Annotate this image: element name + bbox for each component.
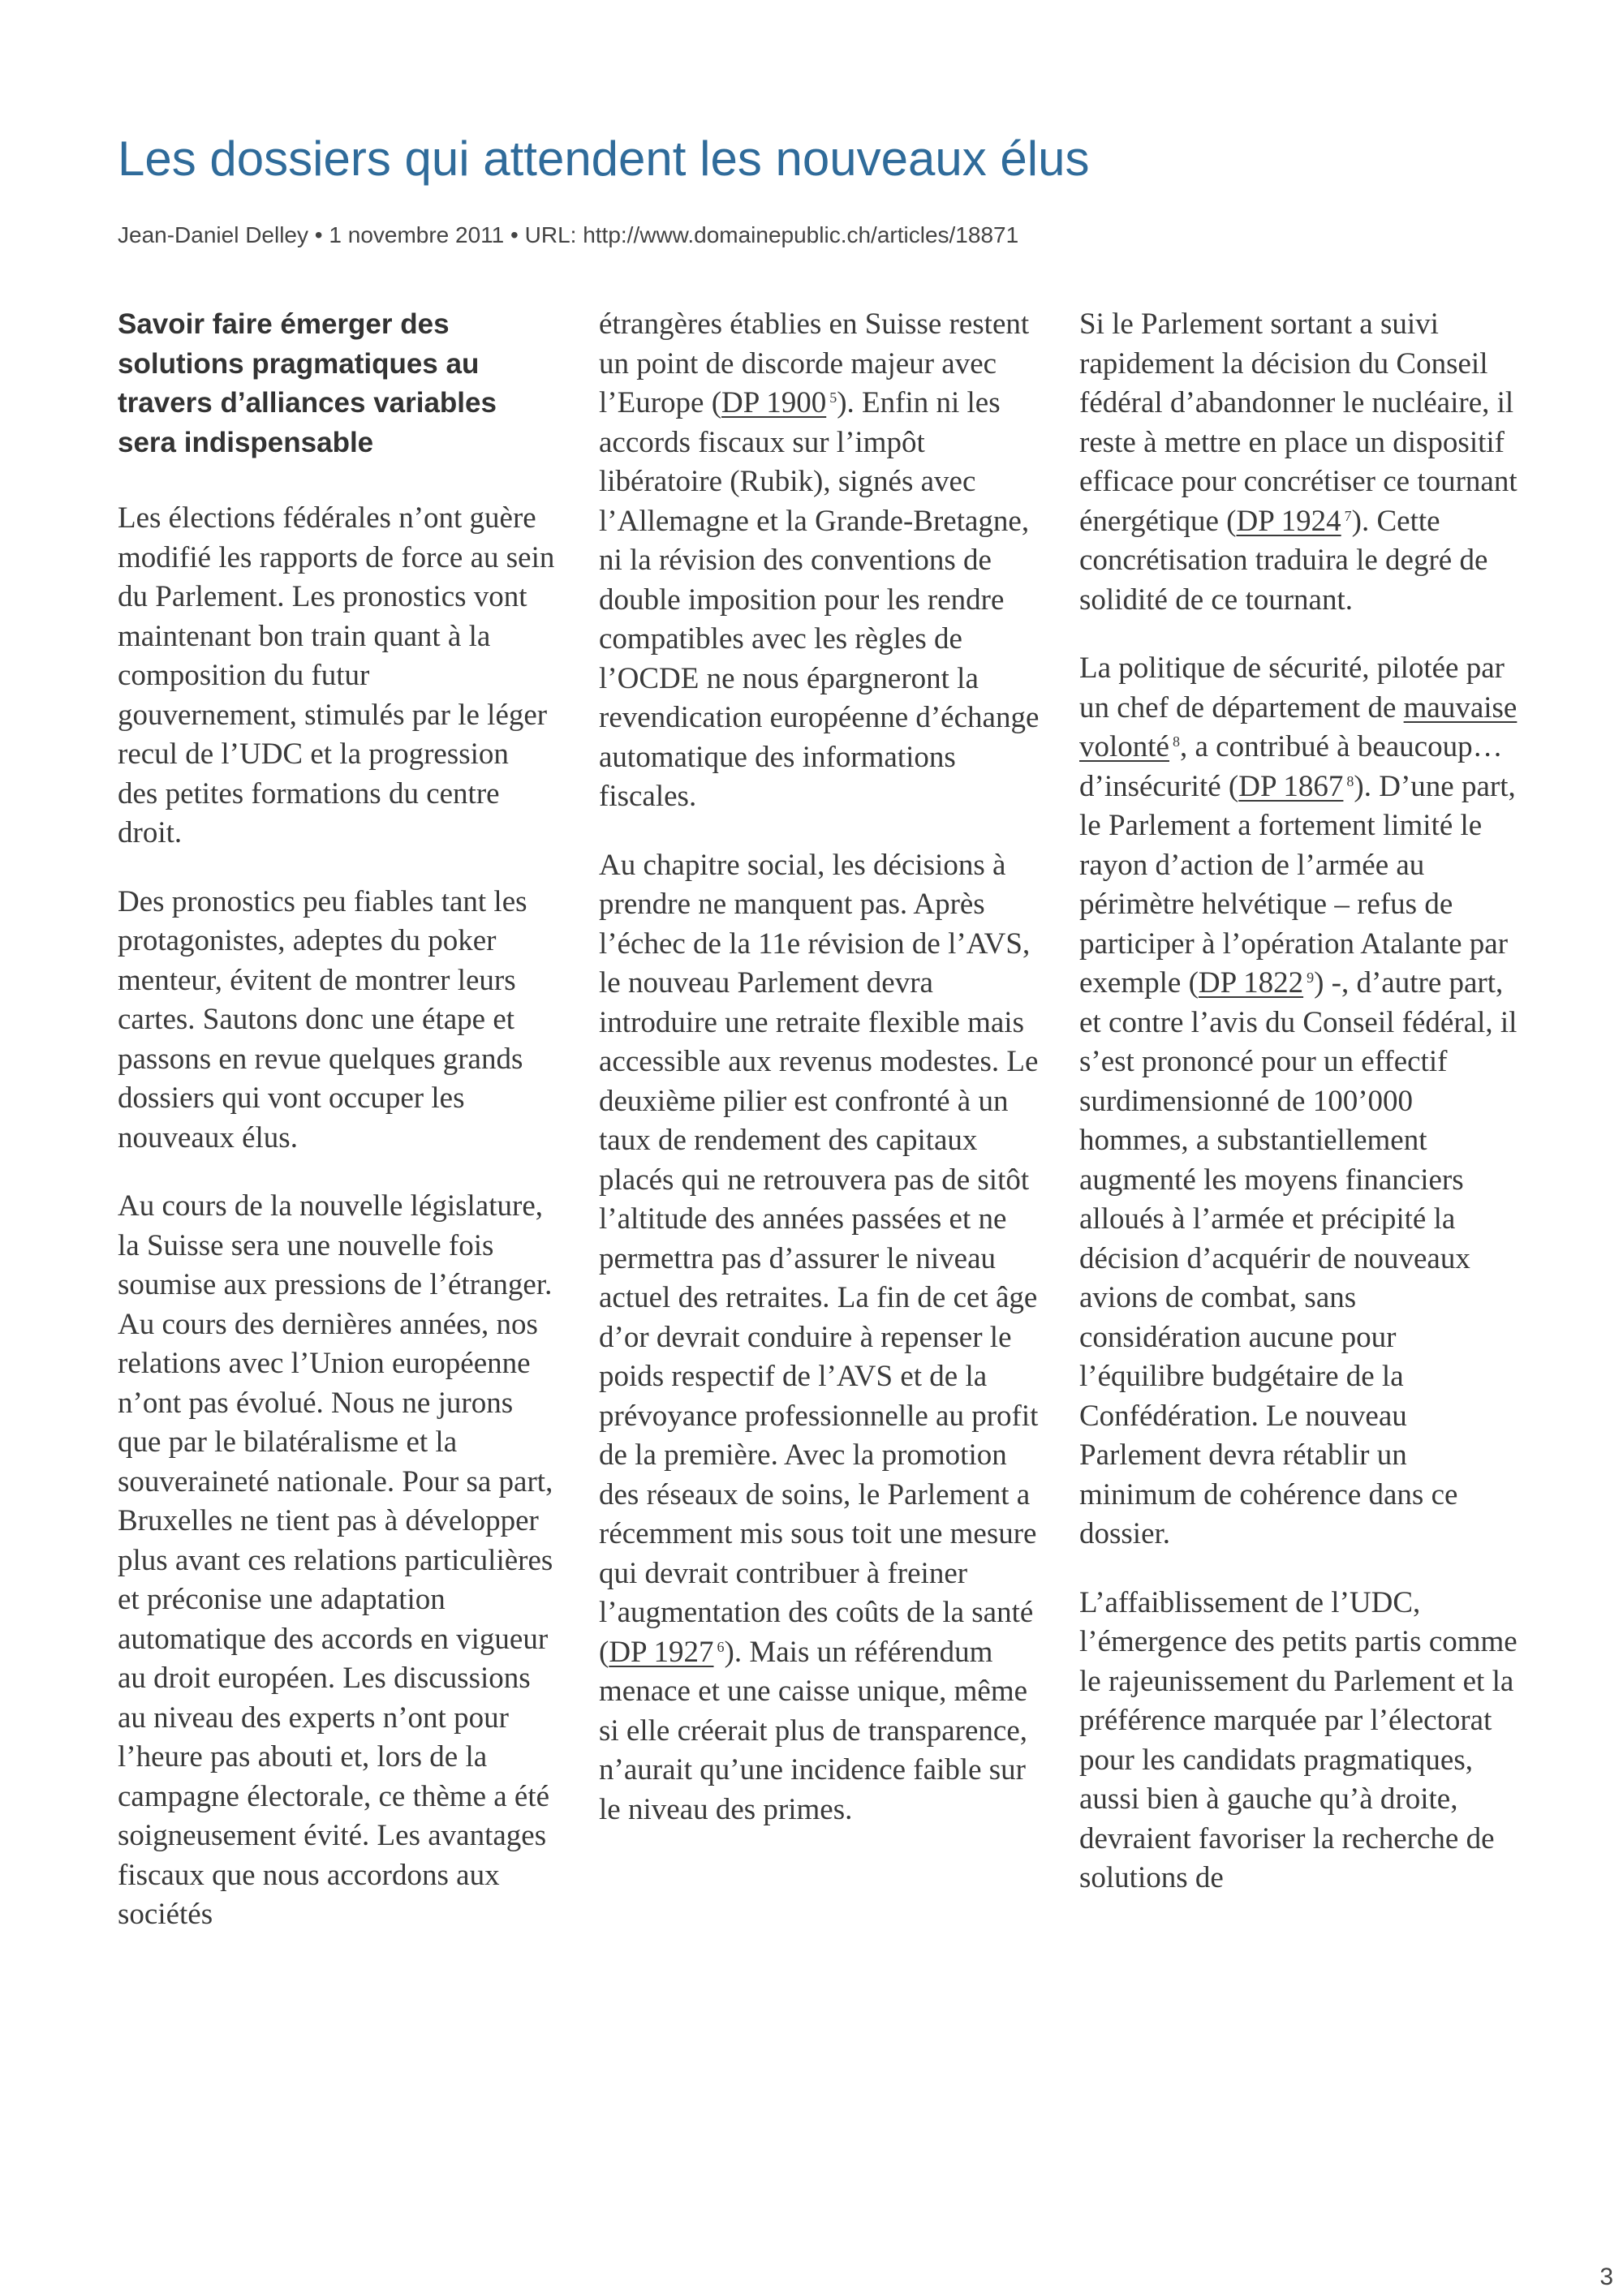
article-url: URL: http://www.domainepublic.ch/articles/18871: [524, 222, 1019, 247]
link-dp-1900[interactable]: DP 1900 $^5$: [721, 386, 837, 419]
article-lead: Savoir faire émerger des solutions pragmatiques au travers d’alliances variables sera indispensable: [118, 308, 497, 458]
paragraph-5: Si le Parlement sortant a suivi rapidement la décision du Conseil fédéral d’abandonner le nucléaire, il reste à mettre en place un dispositif efficace pour concrétiser ce tournant énergétique (DP 1924 $^7$). Cette concrétisation traduira le degré de solidité de ce tournant.: [1079, 307, 1518, 617]
paragraph-7: L’affaiblissement de l’UDC, l’émergence des petits partis comme le rajeunissement du Parlement et la préférence marquée par l’électorat pour les candidats pragmatiques, aussi bien à gauche qu’à droite, devraient favoriser la recherche de solutions de: [1079, 1585, 1518, 1894]
paragraph-6: La politique de sécurité, pilotée par un chef de département de mauvaise volonté $^8$, a contribué à beaucoup… d’insécurité (DP 1867 $^8$). D’une part, le Parlement a fortement limité le rayon d’action de l’armée au périmètre helvétique – refus de participer à l’opération Atalante par exemple (DP 1822 $^9$) -, d’autre part, et contre l’avis du Conseil fédéral, il s’est prononcé pour un effectif surdimensionné de 100’000 hommes, a substantiellement augmenté les moyens financiers alloués à l’armée et précipité la décision d’acquérir de nouveaux avions de combat, sans considération aucune pour l’équilibre budgétaire de la Confédération. Le nouveau Parlement devra rétablir un minimum de cohérence dans ce dossier.: [1079, 651, 1518, 1550]
article-date: 1 novembre 2011: [329, 222, 505, 247]
article-title: Les dossiers qui attendent les nouveaux élus: [118, 131, 1090, 186]
meta-separator: •: [308, 222, 329, 247]
column-2-intro: étrangères établies en Suisse restent un point de discorde majeur avec l’Europe (: [599, 307, 1030, 419]
column-3: [1079, 305, 1518, 1898]
link-dp-1822[interactable]: DP 1822 $^9$: [1198, 966, 1315, 1000]
paragraph-3-continued: étrangères établies en Suisse restent un point de discorde majeur avec l’Europe (DP 1900 $^5$). Enfin ni les accords fiscaux sur l’impôt libératoire (Rubik), signés avec l’Allemagne et la Grande-Bretagne, ni la révision des conventions de double imposition pour les rendre compatibles avec les règles de l’OCDE ne nous épargneront la revendication européenne d’échange automatique des informations fiscales.: [599, 307, 1040, 813]
link-dp-1867[interactable]: DP 1867 $^8$: [1238, 769, 1354, 803]
link-dp-1927[interactable]: DP 1927 $^6$: [609, 1635, 725, 1669]
paragraph-4: Au chapitre social, les décisions à prendre ne manquent pas. Après l’échec de la 11e révision de l’AVS, le nouveau Parlement devra introduire une retraite flexible mais accessible aux revenus modestes. Le deuxième pilier est confronté à un taux de rendement des capitaux placés qui ne retrouvera pas de sitôt l’altitude des années passées et ne permettra pas d’assurer le niveau actuel des retraites. La fin de cet âge d’or devrait conduire à repenser le poids respectif de l’AVS et de la prévoyance professionnelle au profit de la première. Avec la promotion des réseaux de soins, le Parlement a récemment mis sous toit une mesure qui devrait contribuer à freiner l’augmentation des coûts de la santé (DP 1927 $^6$). Mais un référendum menace et une caisse unique, même si elle créerait plus de transparence, n’aurait qu’une incidence faible sur le niveau des primes.: [599, 848, 1039, 1826]
column-2: [599, 305, 1041, 1829]
page-number: 3: [1599, 2264, 1613, 2290]
column-1: [118, 305, 556, 1935]
link-mauvaise-volonte[interactable]: mauvaise volonté $^8$: [1079, 690, 1518, 763]
link-dp-1924[interactable]: DP 1924 $^7$: [1236, 504, 1352, 538]
paragraph-1: Les élections fédérales n’ont guère modifié les rapports de force au sein du Parlement. Les pronostics vont maintenant bon train quant à la composition du futur gouvernement, stimulés par le léger recul de l’UDC et la progression des petites formations du centre droit.: [118, 501, 555, 849]
article-meta: [118, 221, 1538, 250]
paragraph-2: Des pronostics peu fiables tant les protagonistes, adeptes du poker menteur, évitent de montrer leurs cartes. Sautons donc une étape et passons en revue quelques grands dossiers qui vont occuper les nouveaux élus.: [118, 884, 527, 1154]
article-author: Jean-Daniel Delley: [118, 222, 309, 247]
meta-separator: •: [504, 222, 525, 247]
paragraph-3-part-1: Au cours de la nouvelle législature, la Suisse sera une nouvelle fois soumise aux pressions de l’étranger. Au cours des dernières années, nos relations avec l’Union européenne n’ont pas évolué. Nous ne jurons que par le bilatéralisme et la souveraineté nationale. Pour sa part, Bruxelles ne tient pas à développer plus avant ces relations particulières et préconise une adaptation automatique des accords en vigueur au droit européen. Les discussions au niveau des experts n’ont pour l’heure pas abouti et, lors de la campagne électorale, ce thème a été soigneusement évité. Les avantages fiscaux que nous accordons aux sociétés: [118, 1189, 553, 1931]
